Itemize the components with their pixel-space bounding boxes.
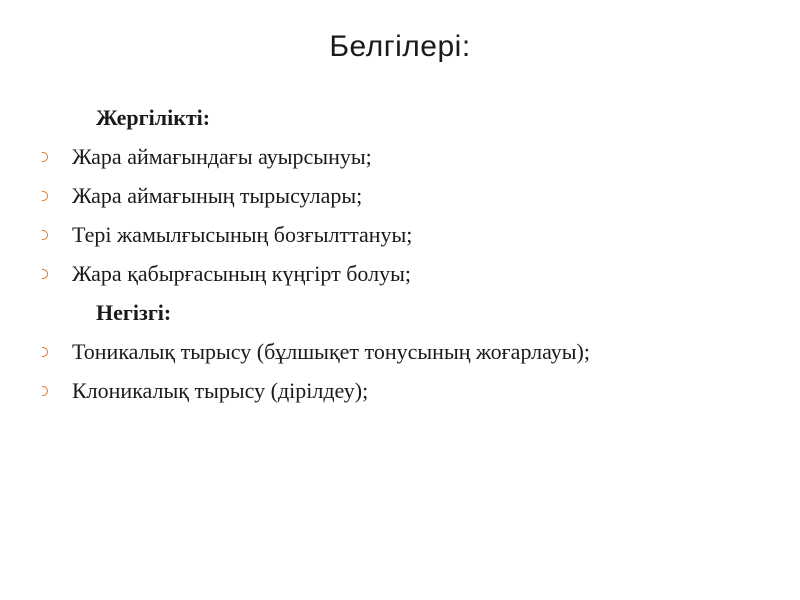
list-item-text: Жара аймағындағы ауырсынуы; bbox=[72, 144, 372, 169]
list-item-text: Тоникалық тырысу (бұлшықет тонусының жоғарлауы); bbox=[72, 339, 590, 364]
list-item bbox=[42, 176, 762, 215]
list-item-text: Тері жамылғысының бозғылттануы; bbox=[72, 222, 413, 247]
slide-content bbox=[42, 98, 762, 410]
bullet-icon bbox=[42, 191, 48, 201]
section-heading-local: Жергілікті: bbox=[96, 105, 211, 130]
list-item bbox=[42, 371, 762, 410]
list-item-text: Жара қабырғасының күңгірт болуы; bbox=[72, 261, 411, 286]
list-item bbox=[42, 254, 762, 293]
bullet-icon bbox=[42, 269, 48, 279]
bullet-icon bbox=[42, 230, 48, 240]
section-heading-main: Негізгі: bbox=[96, 300, 172, 325]
list-item bbox=[42, 332, 762, 371]
list-item bbox=[42, 137, 762, 176]
bullet-icon bbox=[42, 347, 48, 357]
bullet-icon bbox=[42, 152, 48, 162]
list-item bbox=[42, 215, 762, 254]
list-item-text: Жара аймағының тырысулары; bbox=[72, 183, 363, 208]
slide-title: Белгілері: bbox=[329, 30, 471, 63]
bullet-icon bbox=[42, 386, 48, 396]
list-item-text: Клоникалық тырысу (дірілдеу); bbox=[72, 378, 369, 403]
